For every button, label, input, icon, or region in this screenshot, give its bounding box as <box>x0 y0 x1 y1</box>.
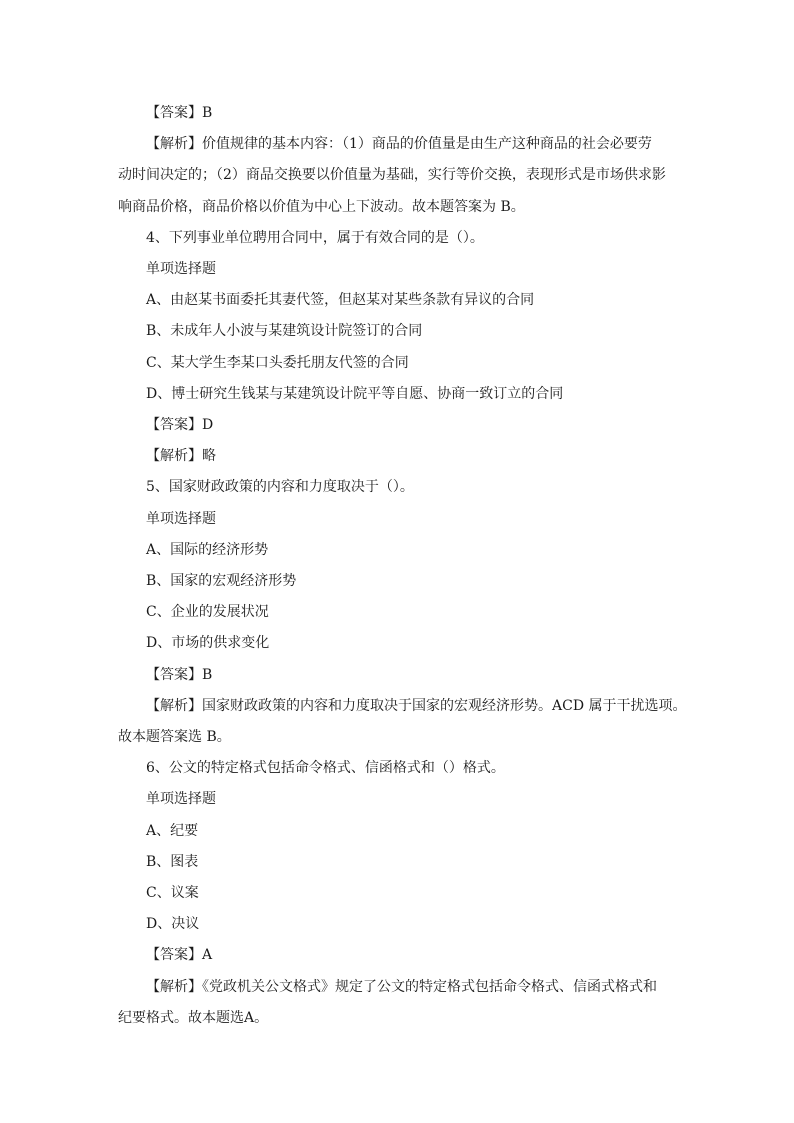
question-4-stem: 4、下列事业单位聘用合同中，属于有效合同的是（）。 <box>146 229 484 246</box>
option-b: B、国家的宏观经济形势 <box>146 573 297 590</box>
explanation-continuation: 故本题答案选 B。 <box>118 729 231 746</box>
explanation-continuation: 响商品价格，商品价格以价值为中心上下波动。故本题答案为 B。 <box>118 198 525 215</box>
option-c: C、议案 <box>146 885 199 902</box>
question-5-stem: 5、国家财政政策的内容和力度取决于（）。 <box>146 479 414 496</box>
answer-line: 【答案】A <box>146 947 213 964</box>
option-d: D、决议 <box>146 916 200 933</box>
option-b: B、图表 <box>146 853 199 870</box>
option-a: A、纪要 <box>146 822 199 839</box>
option-c: C、企业的发展状况 <box>146 604 269 621</box>
question-type: 单项选择题 <box>146 791 216 808</box>
option-a: A、由赵某书面委托其妻代签，但赵某对某些条款有异议的合同 <box>146 292 535 309</box>
answer-line: 【答案】B <box>146 105 213 121</box>
answer-line: 【答案】B <box>146 666 213 683</box>
answer-line: 【答案】D <box>146 417 214 434</box>
explanation-continuation: 纪要格式。故本题选A。 <box>118 1009 269 1026</box>
explanation-continuation: 动时间决定的；（2）商品交换要以价值量为基础，实行等价交换，表现形式是市场供求影 <box>118 167 666 184</box>
question-type: 单项选择题 <box>146 261 216 278</box>
explanation-line: 【解析】价值规律的基本内容：（1）商品的价值量是由生产这种商品的社会必要劳 <box>146 136 652 153</box>
question-6-stem: 6、公文的特定格式包括命令格式、信函格式和（）格式。 <box>146 760 505 777</box>
explanation-line: 【解析】国家财政政策的内容和力度取决于国家的宏观经济形势。ACD 属于干扰选项。 <box>146 697 687 714</box>
option-b: B、未成年人小波与某建筑设计院签订的合同 <box>146 323 423 340</box>
option-d: D、市场的供求变化 <box>146 635 270 652</box>
explanation-line: 【解析】《党政机关公文格式》规定了公文的特定格式包括命令格式、信函式格式和 <box>146 978 657 995</box>
explanation-line: 【解析】略 <box>146 448 216 465</box>
question-type: 单项选择题 <box>146 510 216 527</box>
option-c: C、某大学生李某口头委托朋友代签的合同 <box>146 354 409 371</box>
option-a: A、国际的经济形势 <box>146 541 269 558</box>
document-body <box>118 98 687 1034</box>
option-d: D、博士研究生钱某与某建筑设计院平等自愿、协商一致订立的合同 <box>146 385 564 402</box>
